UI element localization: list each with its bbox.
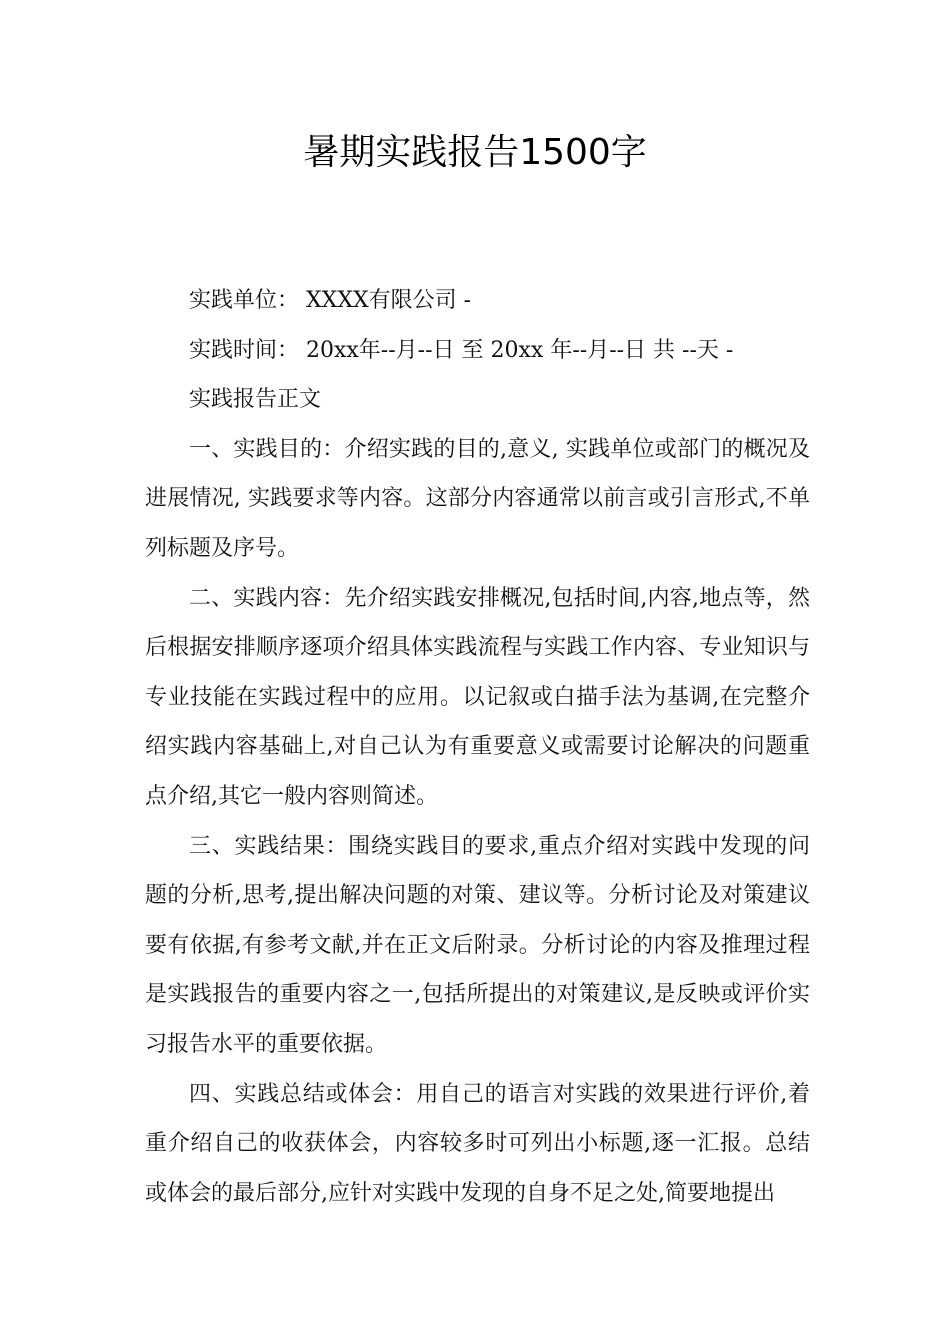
paragraph-results: 三、实践结果：围绕实践目的要求,重点介绍对实践中发现的问题的分析,思考,提出解决问题的对策、建议等。分析讨论及对策建议要有依据,有参考文献,并在正文后附录。分析讨论的内容及推理过程是实践报告的重要内容之一,包括所提出的对策建议,是反映或评价实习报告水平的重要依据。 xyxy=(145,833,810,1057)
report-body-heading: 实践报告正文 xyxy=(189,387,322,413)
document-title: 暑期实践报告1500字 xyxy=(303,132,647,173)
practice-time-line: 实践时间： 20xx年--月--日 至 20xx 年--月--日 共 --天 - xyxy=(189,337,734,363)
practice-unit-line: 实践单位： XXXX有限公司 - xyxy=(189,288,472,313)
document-body xyxy=(145,276,810,1218)
paragraph-summary: 四、实践总结或体会：用自己的语言对实践的效果进行评价,着重介绍自己的收获体会，内容较多时可列出小标题,逐一汇报。总结或体会的最后部分,应针对实践中发现的自身不足之处,简要地提出 xyxy=(145,1081,810,1206)
paragraph-content: 二、实践内容：先介绍实践安排概况,包括时间,内容,地点等，然后根据安排顺序逐项介绍具体实践流程与实践工作内容、专业知识与专业技能在实践过程中的应用。以记叙或白描手法为基调,在完整介绍实践内容基础上,对自己认为有重要意义或需要讨论解决的问题重点介绍,其它一般内容则简述。 xyxy=(145,585,810,809)
paragraph-purpose: 一、实践目的：介绍实践的目的,意义, 实践单位或部门的概况及进展情况, 实践要求等内容。这部分内容通常以前言或引言形式,不单列标题及序号。 xyxy=(145,436,810,561)
